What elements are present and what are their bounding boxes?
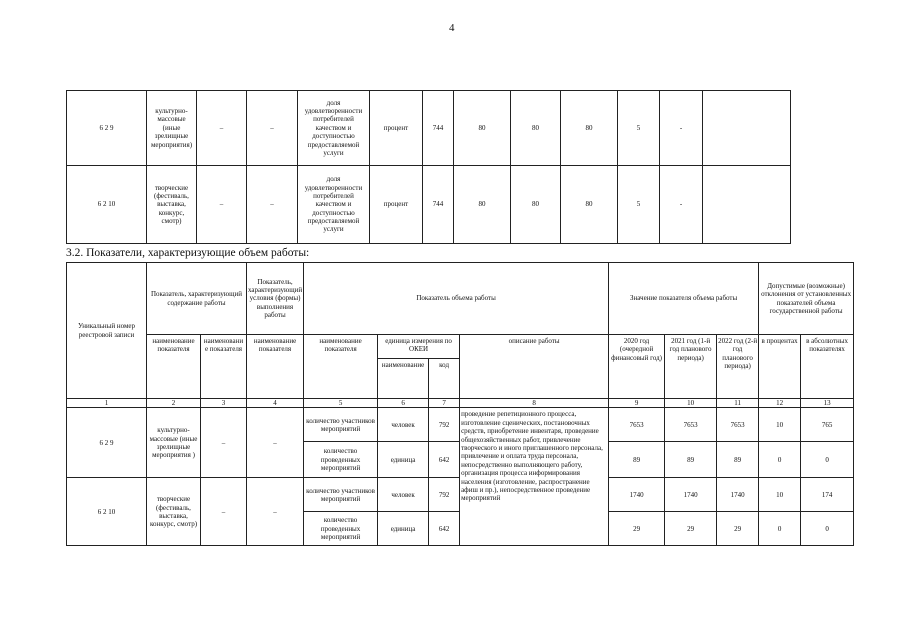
column-number: 12 [759, 399, 801, 408]
value-2022: 7653 [717, 408, 759, 442]
deviation-absolute: - [660, 91, 703, 166]
year-2022-header: 2022 год (2-й год планового периода) [717, 335, 759, 399]
value-2020: 89 [609, 442, 665, 478]
deviation-percent: 5 [618, 166, 660, 244]
indicator-name: количество проведенных мероприятий [304, 442, 378, 478]
column-number: 4 [247, 399, 304, 408]
year-2020-header: 2020 год (очередной финансовый год) [609, 335, 665, 399]
column-number: 1 [67, 399, 147, 408]
value-2022: 80 [561, 166, 618, 244]
content-group-header: Показатель, характеризующий содержание работы [147, 263, 247, 335]
okei-code: 642 [429, 442, 460, 478]
registry-number: 6 2 10 [67, 166, 147, 244]
content-name: культурно-массовые (иные зрелищные мероприятия) [147, 91, 197, 166]
cell-c4: – [247, 91, 298, 166]
deviation-absolute: 765 [801, 408, 854, 442]
name-indicator-header: наименование показателя [304, 335, 378, 399]
column-number: 9 [609, 399, 665, 408]
indicator-name: доля удовлетворенности потребителей качеством и доступностью предоставляемой услуги [298, 91, 370, 166]
value-2020: 80 [454, 91, 511, 166]
column-number: 6 [378, 399, 429, 408]
indicator-name: доля удовлетворенности потребителей качеством и доступностью предоставляемой услуги [298, 166, 370, 244]
unit-name: единица [378, 512, 429, 546]
column-number: 8 [460, 399, 609, 408]
unit-name: единица [378, 442, 429, 478]
deviation-percent: 5 [618, 91, 660, 166]
unique-number-header: Уникальный номер реестровой записи [67, 263, 147, 399]
page-number: 4 [449, 22, 455, 34]
indicator-name: количество проведенных мероприятий [304, 512, 378, 546]
value-2020: 29 [609, 512, 665, 546]
quality-indicators-table [66, 90, 791, 244]
unit-name: человек [378, 408, 429, 442]
year-2021-header: 2021 год (1-й год планового периода) [665, 335, 717, 399]
content-name: творческие (фестиваль, выставка, конкурс, смотр) [147, 166, 197, 244]
unit-name: процент [370, 91, 423, 166]
value-2022: 89 [717, 442, 759, 478]
cell-c3: – [201, 408, 247, 478]
conditions-group-header: Показатель, характеризующий условия (формы) выполнения работы [247, 263, 304, 335]
cell-c3: – [197, 91, 247, 166]
header-row [67, 335, 854, 359]
okei-code: 642 [429, 512, 460, 546]
indicator-name: количество участников мероприятий [304, 478, 378, 512]
unit-name: процент [370, 166, 423, 244]
empty-cell [703, 91, 791, 166]
volume-group-header: Показатель объема работы [304, 263, 609, 335]
deviation-absolute: 174 [801, 478, 854, 512]
section-heading: 3.2. Показатели, характеризующие объем работы: [66, 247, 310, 259]
deviation-percent: 10 [759, 478, 801, 512]
value-2021: 89 [665, 442, 717, 478]
values-group-header: Значение показателя объема работы [609, 263, 759, 335]
unit-name: человек [378, 478, 429, 512]
in-percent-header: в процентах [759, 335, 801, 399]
value-2020: 7653 [609, 408, 665, 442]
empty-cell [703, 166, 791, 244]
column-number: 13 [801, 399, 854, 408]
okei-code: 792 [429, 478, 460, 512]
deviation-group-header: Допустимые (возможные) отклонения от установленных показателей объема государственной работы [759, 263, 854, 335]
value-2020: 1740 [609, 478, 665, 512]
in-absolute-header: в абсолютных показателях [801, 335, 854, 399]
cell-c4: – [247, 478, 304, 546]
deviation-absolute: 0 [801, 512, 854, 546]
deviation-percent: 0 [759, 442, 801, 478]
cell-c3: – [201, 478, 247, 546]
deviation-absolute: 0 [801, 442, 854, 478]
unit-code-header: код [429, 359, 460, 399]
work-description-header: описание работы [460, 335, 609, 399]
deviation-percent: 10 [759, 408, 801, 442]
value-2021: 1740 [665, 478, 717, 512]
registry-number: 6 2 9 [67, 91, 147, 166]
value-2021: 80 [511, 91, 561, 166]
column-number: 5 [304, 399, 378, 408]
deviation-percent: 0 [759, 512, 801, 546]
column-numbers-row [67, 399, 854, 408]
value-2022: 1740 [717, 478, 759, 512]
unit-okei-header: единица измерения по ОКЕИ [378, 335, 460, 359]
table-row [67, 166, 791, 244]
column-number: 10 [665, 399, 717, 408]
value-2021: 29 [665, 512, 717, 546]
unit-name-header: наименование [378, 359, 429, 399]
registry-number: 6 2 9 [67, 408, 147, 478]
deviation-absolute: - [660, 166, 703, 244]
header-row [67, 263, 854, 335]
column-number: 11 [717, 399, 759, 408]
cell-c3: – [197, 166, 247, 244]
cell-c4: – [247, 166, 298, 244]
content-name: культурно-массовые (иные зрелищные мероприятия ) [147, 408, 201, 478]
table-row [67, 91, 791, 166]
column-number: 2 [147, 399, 201, 408]
value-2022: 29 [717, 512, 759, 546]
okei-code: 744 [423, 166, 454, 244]
name-indicator-header: наименовани е показателя [201, 335, 247, 399]
content-name: творческие (фестиваль, выставка, конкурс, смотр) [147, 478, 201, 546]
name-indicator-header: наименование показателя [247, 335, 304, 399]
column-number: 3 [201, 399, 247, 408]
value-2020: 80 [454, 166, 511, 244]
value-2021: 7653 [665, 408, 717, 442]
indicator-name: количество участников мероприятий [304, 408, 378, 442]
cell-c4: – [247, 408, 304, 478]
registry-number: 6 2 10 [67, 478, 147, 546]
volume-indicators-table [66, 262, 854, 546]
table-row [67, 408, 854, 442]
value-2021: 80 [511, 166, 561, 244]
name-indicator-header: наименование показателя [147, 335, 201, 399]
column-number: 7 [429, 399, 460, 408]
okei-code: 792 [429, 408, 460, 442]
work-description: проведение репетиционного процесса, изготовление сценических, постановочных средств, приобретение инвентаря, проведение общехозяйственных работ, привлечение творческого и иного приглашенного персонала, привлечение и оплата труда персонала, непосредственно выполняющего работу, организация процесса информирования населения (изготовление, распространение афиш и пр.), непосредственное проведение мероприятий [460, 408, 609, 546]
value-2022: 80 [561, 91, 618, 166]
okei-code: 744 [423, 91, 454, 166]
